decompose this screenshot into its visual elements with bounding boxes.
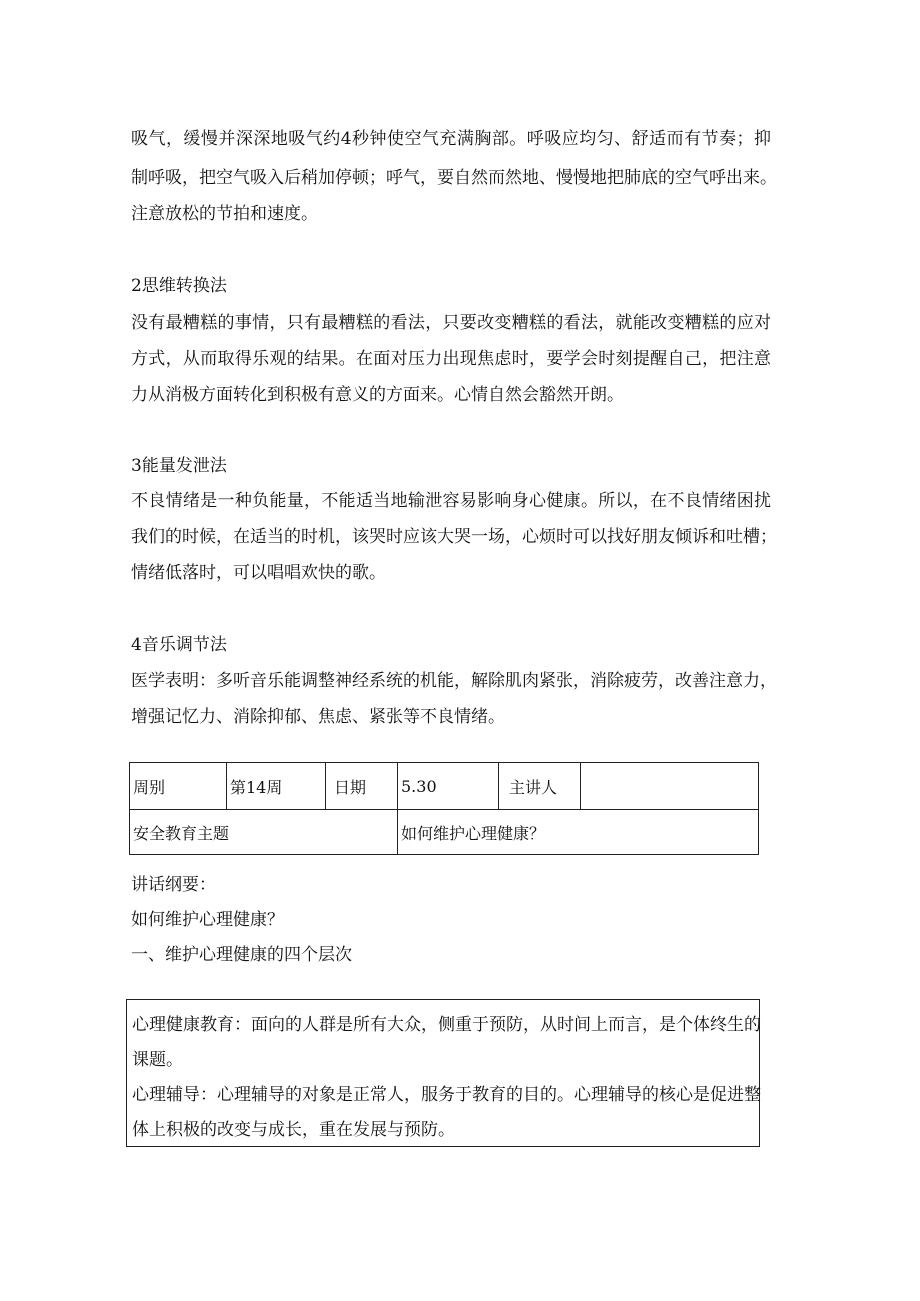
section-4-line-2: 增强记忆力、消除抑郁、焦虑、紧张等不良情绪。	[131, 707, 505, 727]
date-label: 日期	[326, 763, 398, 810]
box-line-2: 课题。	[132, 1050, 183, 1070]
info-row-2	[130, 810, 759, 855]
breathing-line-2: 制呼吸，把空气吸入后稍加停顿；呼气，要自然而然地、慢慢地把肺底的空气呼出来。	[131, 168, 777, 188]
section-2-heading: 2思维转换法	[131, 276, 227, 296]
breathing-line-1: 吸气，缓慢并深深地吸气约4秒钟使空气充满胸部。呼吸应均匀、舒适而有节奏；抑	[131, 129, 771, 149]
week-label: 周别	[130, 763, 227, 810]
date-value: 5.30	[398, 763, 499, 810]
outline-label: 讲话纲要：	[131, 875, 216, 895]
section-3-heading: 3能量发泄法	[131, 456, 227, 476]
levels-box	[126, 999, 760, 1147]
section-3-line-3: 情绪低落时，可以唱唱欢快的歌。	[131, 563, 386, 583]
section-3-line-2: 我们的时候，在适当的时机，该哭时应该大哭一场，心烦时可以找好朋友倾诉和吐槽；	[131, 527, 777, 547]
outline-section-1: 一、维护心理健康的四个层次	[131, 945, 352, 965]
info-row-1	[130, 763, 759, 810]
section-2-line-2: 方式，从而取得乐观的结果。在面对压力出现焦虑时，要学会时刻提醒自己，把注意	[131, 349, 771, 369]
section-3-line-1: 不良情绪是一种负能量，不能适当地输泄容易影响身心健康。所以，在不良情绪困扰	[131, 491, 771, 511]
section-4-heading: 4音乐调节法	[131, 635, 227, 655]
info-table	[129, 762, 759, 855]
topic-label: 安全教育主题	[130, 810, 398, 855]
box-line-1: 心理健康教育：面向的人群是所有大众，侧重于预防，从时间上而言，是个体终生的	[132, 1015, 761, 1035]
box-line-3: 心理辅导：心理辅导的对象是正常人，服务于教育的目的。心理辅导的核心是促进整	[132, 1085, 761, 1105]
section-4-line-1: 医学表明：多听音乐能调整神经系统的机能，解除肌肉紧张，消除疲劳，改善注意力，	[131, 671, 777, 691]
box-line-4: 体上积极的改变与成长，重在发展与预防。	[132, 1120, 455, 1140]
speaker-label: 主讲人	[499, 763, 581, 810]
section-2-line-3: 力从消极方面转化到积极有意义的方面来。心情自然会豁然开朗。	[131, 385, 624, 405]
week-value: 第14周	[227, 763, 326, 810]
section-2-line-1: 没有最糟糕的事情，只有最糟糕的看法，只要改变糟糕的看法，就能改变糟糕的应对	[131, 313, 771, 333]
outline-title: 如何维护心理健康？	[131, 910, 284, 930]
breathing-line-3: 注意放松的节拍和速度。	[131, 204, 318, 224]
speaker-value	[581, 763, 759, 810]
topic-value: 如何维护心理健康？	[398, 810, 759, 855]
